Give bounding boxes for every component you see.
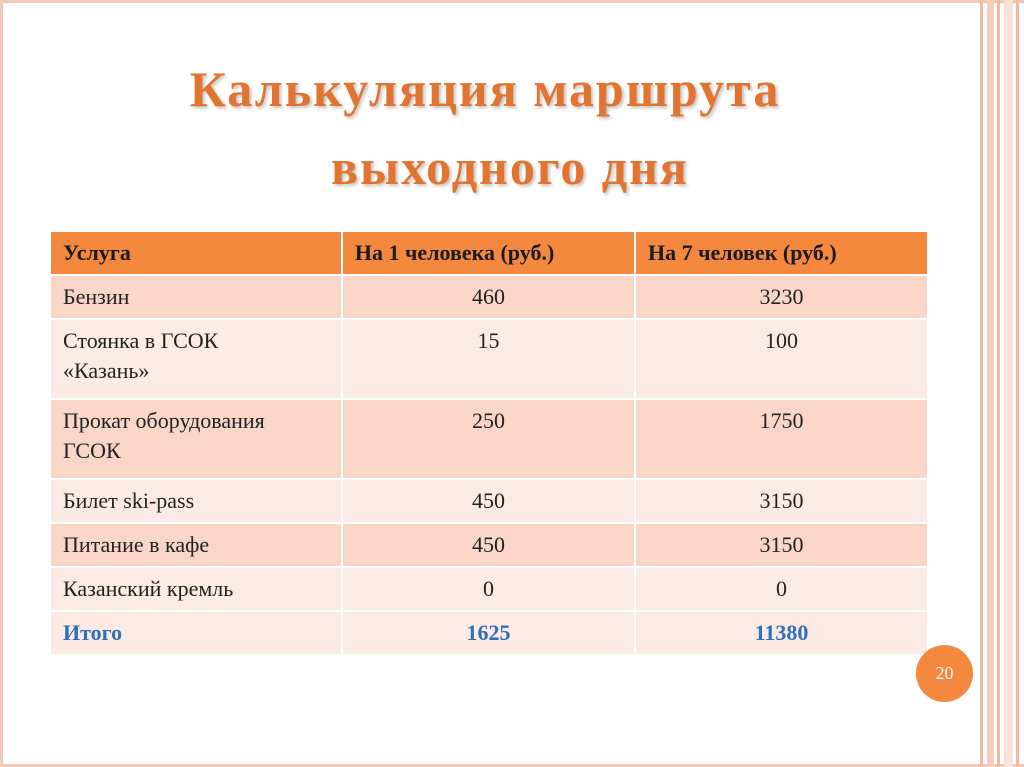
cell-service: Билет ski-pass — [50, 479, 342, 523]
cell-per-person: 460 — [342, 275, 635, 319]
slide-title-line-2: выходного дня — [331, 139, 689, 195]
table-row — [50, 523, 928, 567]
cell-service: Бензин — [50, 275, 342, 319]
cell-per-seven: 3150 — [635, 479, 928, 523]
cell-per-person: 450 — [342, 523, 635, 567]
cell-service: Питание в кафе — [50, 523, 342, 567]
cost-table — [49, 230, 929, 656]
cell-per-person: 15 — [342, 319, 635, 399]
total-label: Итого — [50, 611, 342, 655]
decorative-stripes — [980, 0, 1024, 767]
table-row — [50, 567, 928, 611]
cell-per-seven: 3230 — [635, 275, 928, 319]
total-per-person: 1625 — [342, 611, 635, 655]
page-number-badge: 20 — [916, 645, 973, 702]
header-service: Услуга — [50, 231, 342, 275]
slide-title — [60, 50, 940, 206]
slide-title-line-1: Калькуляция маршрута — [189, 61, 781, 117]
cell-per-seven: 0 — [635, 567, 928, 611]
slide-frame-top — [0, 0, 1024, 3]
header-per-seven: На 7 человек (руб.) — [635, 231, 928, 275]
cell-per-person: 450 — [342, 479, 635, 523]
table-total-row — [50, 611, 928, 655]
cell-per-person: 0 — [342, 567, 635, 611]
cell-service — [50, 319, 342, 399]
cell-service-text: Стоянка в ГСОК «Казань» — [63, 328, 219, 383]
table-row — [50, 479, 928, 523]
table-row — [50, 399, 928, 479]
total-per-seven: 11380 — [635, 611, 928, 655]
cell-service — [50, 399, 342, 479]
table-header-row — [50, 231, 928, 275]
slide-frame-left — [0, 0, 3, 767]
cell-per-person: 250 — [342, 399, 635, 479]
cell-per-seven: 1750 — [635, 399, 928, 479]
cell-service-text: Прокат оборудования ГСОК — [63, 408, 265, 463]
cell-per-seven: 100 — [635, 319, 928, 399]
cell-service: Казанский кремль — [50, 567, 342, 611]
table-row — [50, 275, 928, 319]
cell-per-seven: 3150 — [635, 523, 928, 567]
table-row — [50, 319, 928, 399]
header-per-person: На 1 человека (руб.) — [342, 231, 635, 275]
